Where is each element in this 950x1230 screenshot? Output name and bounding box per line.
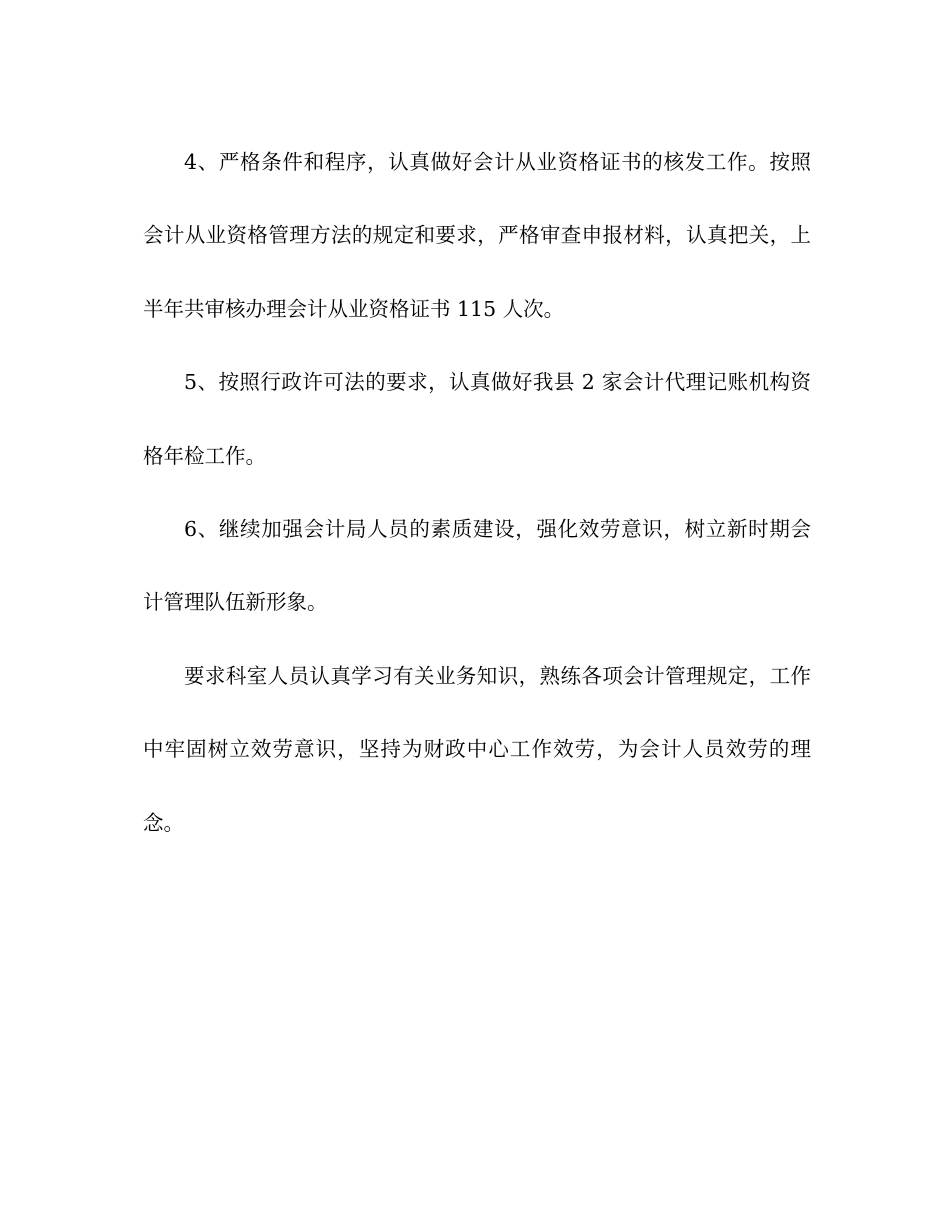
paragraph-item-5: 5、按照行政许可法的要求，认真做好我县 2 家会计代理记账机构资格年检工作。 — [143, 370, 811, 468]
document-body — [143, 126, 811, 860]
paragraph-item-4: 4、严格条件和程序，认真做好会计从业资格证书的核发工作。按照会计从业资格管理方法的规定和要求，严格审查申报材料，认真把关，上半年共审核办理会计从业资格证书 115 人次。 — [143, 150, 811, 321]
paragraph-item-6: 6、继续加强会计局人员的素质建设，强化效劳意识，树立新时期会计管理队伍新形象。 — [143, 517, 811, 615]
paragraph-requirement: 要求科室人员认真学习有关业务知识，熟练各项会计管理规定，工作中牢固树立效劳意识，坚持为财政中心工作效劳，为会计人员效劳的理念。 — [143, 663, 811, 835]
